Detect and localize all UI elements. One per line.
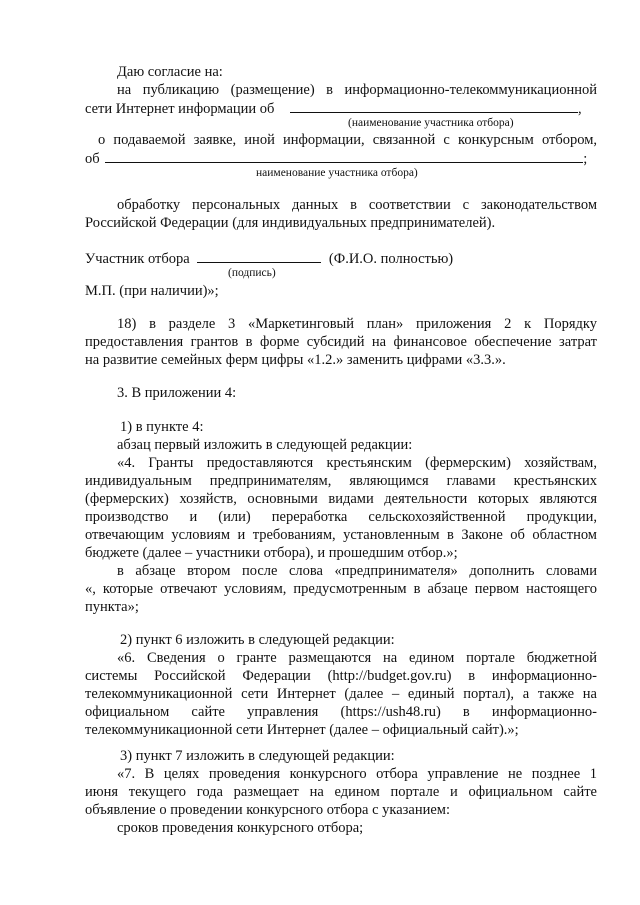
subitem-1-line-4: производство и (или) переработка сельскохозяйственной продукции, <box>85 509 597 525</box>
caption-participant-name-1: (наименование участника отбора) <box>348 117 514 129</box>
signature-line <box>85 249 597 267</box>
subitem-3-line-4: сроков проведения конкурсного отбора; <box>117 820 364 836</box>
bid-line-2-end: ; <box>583 151 588 167</box>
subitem-2-line-1: «6. Сведения о гранте размещаются на едином портале бюджетной <box>117 650 597 666</box>
subitem-2-heading: 2) пункт 6 изложить в следующей редакции: <box>120 632 395 648</box>
subitem-1-line-3: (фермерских) хозяйств, основными видами деятельности которых являются <box>85 491 597 507</box>
participant-name-blank-2 <box>105 149 583 163</box>
signature-label: Участник отбора <box>85 251 190 267</box>
subitem-1-sub: абзац первый изложить в следующей редакции: <box>117 437 413 453</box>
signature-blank <box>197 249 321 263</box>
subitem-1-heading: 1) в пункте 4: <box>120 419 204 435</box>
bid-line-2-text: об <box>85 151 100 167</box>
subitem-2-line-2: системы Российской Федерации (http://budget.gov.ru) в информационно- <box>85 668 597 684</box>
consent-heading: Даю согласие на: <box>117 64 223 80</box>
subitem-3-line-2: июня текущего года размещает на едином портале и официальном сайте <box>85 784 597 800</box>
caption-participant-name-2: наименование участника отбора) <box>256 167 418 179</box>
appendix-4-heading: 3. В приложении 4: <box>117 385 237 401</box>
signature-fio: (Ф.И.О. полностью) <box>328 251 454 267</box>
subitem-1b-line-2: «, которые отвечают условиям, предусмотренным в абзаце первом настоящего <box>85 581 597 597</box>
subitem-2-line-4: официальном сайте управления (https://ush48.ru) в информационно- <box>85 704 597 720</box>
item-18-line-1: 18) в разделе 3 «Маркетинговый план» приложения 2 к Порядку <box>117 316 597 332</box>
subitem-1-line-5: отвечающим условиям и требованиям, установленным в Законе об областном <box>85 527 597 543</box>
publication-line-1: на публикацию (размещение) в информационно-телекоммуникационной <box>117 82 597 98</box>
participant-name-blank-1 <box>290 99 578 113</box>
subitem-3-heading: 3) пункт 7 изложить в следующей редакции: <box>120 748 395 764</box>
bid-line-1: о подаваемой заявке, иной информации, связанной с конкурсным отбором, <box>98 132 597 148</box>
subitem-3-line-1: «7. В целях проведения конкурсного отбора управление не позднее 1 <box>117 766 597 782</box>
subitem-1-line-6: бюджете (далее – участники отбора), и прошедшим отбор.»; <box>85 545 458 561</box>
personal-data-line-2: Российской Федерации (для индивидуальных предпринимателей). <box>85 215 496 231</box>
bid-line-2 <box>85 149 597 167</box>
subitem-2-line-3: телекоммуникационной сети Интернет (далее – единый портал), а также на <box>85 686 597 702</box>
stamp-line: М.П. (при наличии)»; <box>85 283 219 299</box>
item-18-line-2: предоставления грантов в форме субсидий на финансовое обеспечение затрат <box>85 334 597 350</box>
publication-line-2 <box>85 99 597 117</box>
subitem-1b-line-3: пункта»; <box>85 599 139 615</box>
signature-caption: (подпись) <box>228 267 276 279</box>
personal-data-line-1: обработку персональных данных в соответствии с законодательством <box>117 197 597 213</box>
publication-line-2-text: сети Интернет информации об <box>85 101 275 117</box>
subitem-3-line-3: объявление о проведении конкурсного отбора с указанием: <box>85 802 450 818</box>
subitem-1-line-2: индивидуальным предпринимателям, являющимся главами крестьянских <box>85 473 597 489</box>
publication-line-2-end: , <box>578 101 582 117</box>
subitem-2-line-5: телекоммуникационной сети Интернет (далее – официальный сайт).»; <box>85 722 519 738</box>
item-18-line-3: на развитие семейных ферм цифры «1.2.» заменить цифрами «3.3.». <box>85 352 506 368</box>
subitem-1-line-1: «4. Гранты предоставляются крестьянским (фермерским) хозяйствам, <box>117 455 597 471</box>
subitem-1b-line-1: в абзаце втором после слова «предпринимателя» дополнить словами <box>117 563 597 579</box>
